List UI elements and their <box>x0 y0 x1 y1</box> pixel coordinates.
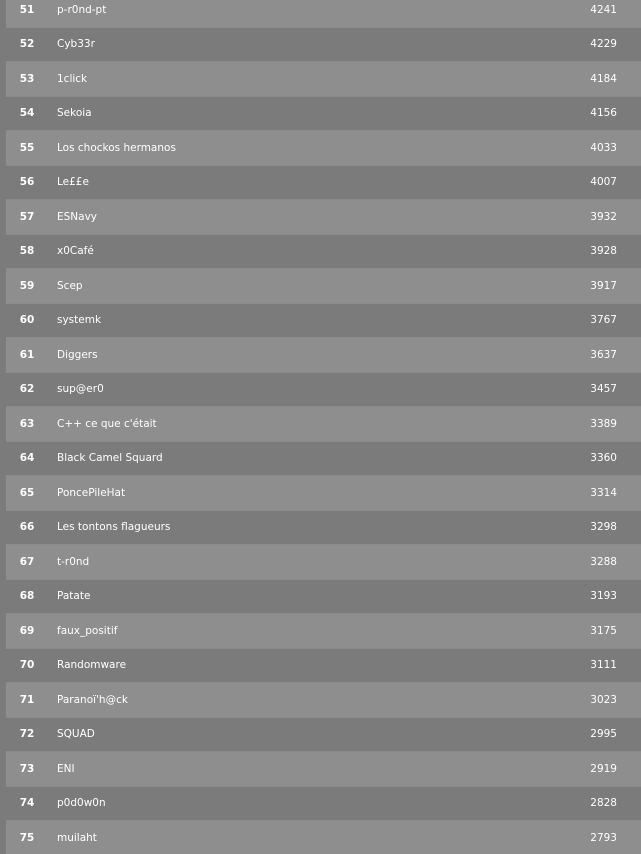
table-row <box>6 614 641 649</box>
score-cell: 3389 <box>590 417 617 430</box>
score-cell: 3637 <box>590 348 617 361</box>
team-link[interactable]: C++ ce que c'était <box>57 417 157 430</box>
rank-cell: 54 <box>19 107 35 120</box>
table-row <box>6 97 641 132</box>
score-cell: 4156 <box>590 107 617 120</box>
rank-cell: 75 <box>19 831 35 844</box>
table-row <box>6 718 641 753</box>
score-cell: 2793 <box>590 831 617 844</box>
table-row <box>6 511 641 546</box>
score-cell: 3023 <box>590 693 617 706</box>
table-row <box>6 304 641 339</box>
team-link[interactable]: PoncePileHat <box>57 486 126 499</box>
table-row <box>6 131 641 166</box>
rank-cell: 53 <box>19 72 35 85</box>
score-cell: 3175 <box>590 624 617 637</box>
score-cell: 3193 <box>590 590 617 603</box>
rank-cell: 56 <box>19 176 35 189</box>
table-row <box>6 476 641 511</box>
team-link[interactable]: faux_positif <box>57 624 118 637</box>
team-link[interactable]: Le££e <box>57 176 89 189</box>
team-link[interactable]: x0Café <box>57 245 94 258</box>
rank-cell: 69 <box>19 624 35 637</box>
table-row <box>6 787 641 822</box>
table-row <box>6 62 641 97</box>
score-cell: 3360 <box>590 452 617 465</box>
rank-cell: 72 <box>19 728 35 741</box>
scoreboard-table <box>6 0 641 854</box>
table-row <box>6 442 641 477</box>
table-row <box>6 407 641 442</box>
score-cell: 3111 <box>590 659 617 672</box>
rank-cell: 51 <box>19 3 35 16</box>
rank-cell: 67 <box>19 555 35 568</box>
rank-cell: 63 <box>19 417 35 430</box>
rank-cell: 74 <box>19 797 35 810</box>
score-cell: 2919 <box>590 762 617 775</box>
score-cell: 3928 <box>590 245 617 258</box>
team-link[interactable]: Los chockos hermanos <box>57 141 176 154</box>
rank-cell: 62 <box>19 383 35 396</box>
team-link[interactable]: ESNavy <box>57 210 98 223</box>
team-link[interactable]: Paranoï'h@ck <box>57 693 128 706</box>
rank-cell: 59 <box>19 279 35 292</box>
team-link[interactable]: muilaht <box>57 831 97 844</box>
score-cell: 3314 <box>590 486 617 499</box>
table-row <box>6 373 641 408</box>
score-cell: 2995 <box>590 728 617 741</box>
table-row <box>6 752 641 787</box>
score-cell: 3457 <box>590 383 617 396</box>
team-link[interactable]: p-r0nd-pt <box>57 3 107 16</box>
rank-cell: 71 <box>19 693 35 706</box>
team-link[interactable]: Les tontons flagueurs <box>57 521 171 534</box>
rank-cell: 66 <box>19 521 35 534</box>
rank-cell: 61 <box>19 348 35 361</box>
team-link[interactable]: Sekoia <box>57 107 92 120</box>
team-link[interactable]: Randomware <box>57 659 127 672</box>
score-cell: 4007 <box>590 176 617 189</box>
rank-cell: 60 <box>19 314 35 327</box>
score-cell: 4184 <box>590 72 617 85</box>
team-link[interactable]: Diggers <box>57 348 98 361</box>
rank-cell: 65 <box>19 486 35 499</box>
score-cell: 3917 <box>590 279 617 292</box>
team-link[interactable]: ENI <box>57 762 75 775</box>
table-row <box>6 338 641 373</box>
team-link[interactable]: t-r0nd <box>57 555 90 568</box>
table-row <box>6 200 641 235</box>
score-cell: 4241 <box>590 3 617 16</box>
table-row <box>6 0 641 28</box>
rank-cell: 70 <box>19 659 35 672</box>
team-link[interactable]: SQUAD <box>57 728 95 741</box>
team-link[interactable]: Black Camel Squard <box>57 452 163 465</box>
score-cell: 3288 <box>590 555 617 568</box>
rank-cell: 58 <box>19 245 35 258</box>
score-cell: 3767 <box>590 314 617 327</box>
table-row <box>6 683 641 718</box>
table-row <box>6 580 641 615</box>
table-row <box>6 545 641 580</box>
team-link[interactable]: systemk <box>57 314 102 327</box>
table-row <box>6 649 641 684</box>
score-cell: 4033 <box>590 141 617 154</box>
rank-cell: 52 <box>19 38 35 51</box>
rank-cell: 73 <box>19 762 35 775</box>
team-link[interactable]: p0d0w0n <box>57 797 106 810</box>
score-cell: 3932 <box>590 210 617 223</box>
team-link[interactable]: Scep <box>57 279 83 292</box>
table-row <box>6 28 641 63</box>
team-link[interactable]: Patate <box>57 590 91 603</box>
rank-cell: 57 <box>19 210 35 223</box>
score-cell: 4229 <box>590 38 617 51</box>
rank-cell: 55 <box>19 141 35 154</box>
table-row <box>6 235 641 270</box>
score-cell: 3298 <box>590 521 617 534</box>
team-link[interactable]: 1click <box>57 72 88 85</box>
table-row <box>6 166 641 201</box>
team-link[interactable]: Cyb33r <box>57 38 95 51</box>
rank-cell: 64 <box>19 452 35 465</box>
table-row <box>6 269 641 304</box>
rank-cell: 68 <box>19 590 35 603</box>
table-row <box>6 821 641 854</box>
team-link[interactable]: sup@er0 <box>57 383 104 396</box>
score-cell: 2828 <box>590 797 617 810</box>
